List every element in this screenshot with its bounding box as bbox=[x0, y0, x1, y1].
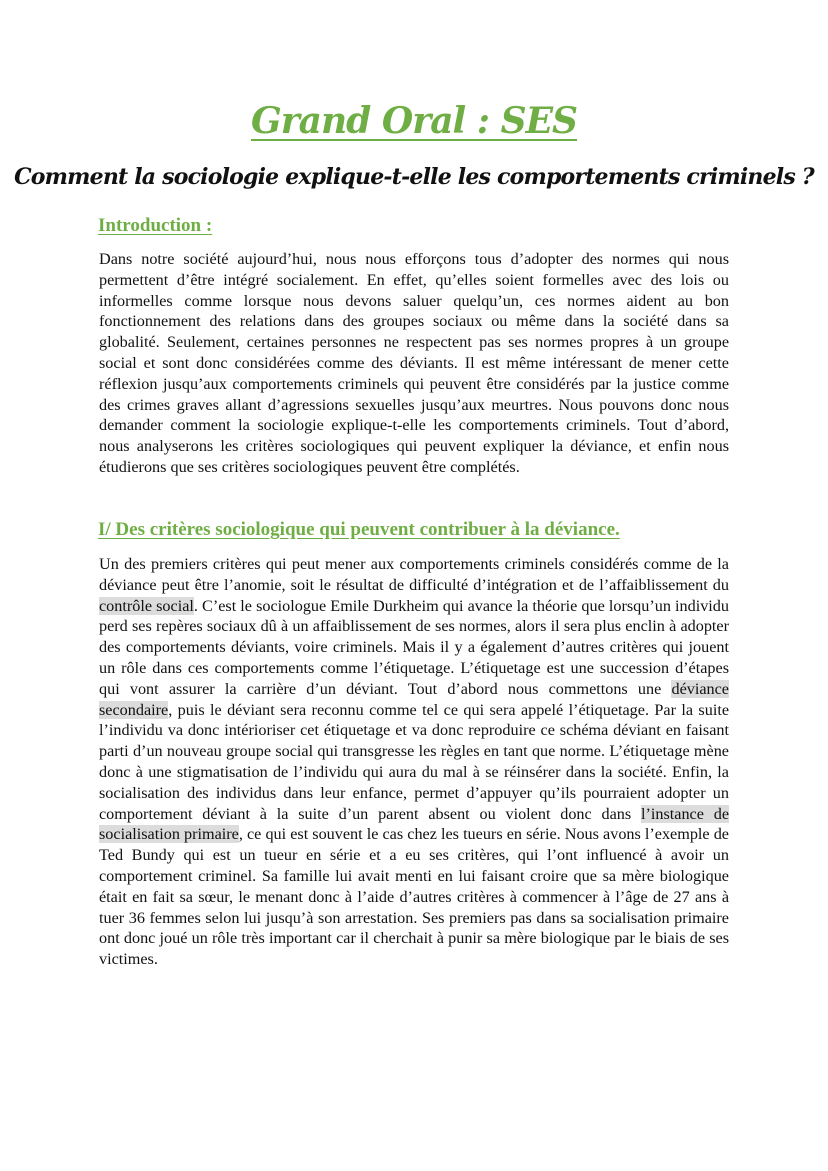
highlight-instance-socialisation: l’instance de socialisation primaire bbox=[99, 804, 730, 844]
part1-heading: I/ Des critères sociologique qui peuvent contribuer à la déviance. bbox=[98, 519, 620, 540]
introduction-paragraph: Dans notre société aujourd’hui, nous nous efforçons tous d’adopter des normes qui nous permettent d’être intégré socialement. En effet, qu’elles soient formelles avec des lois ou informelles comme lorsque nous devons saluer quelqu’un, ces normes aident au bon fonctionnement des relations dans des groupes sociaux ou même dans la société dans sa globalité. Seulement, certaines personnes ne respectent pas ses normes propres à un groupe social et sont donc considérées comme des déviants. Il est même intéressant de mener cette réflexion jusqu’aux comportements criminels qui peuvent être considérés par la justice comme des crimes graves allant d’agressions sexuelles jusqu’aux meurtres. Nous pouvons donc nous demander comment la sociologie explique-t-elle les comportements criminels. Tout d’abord, nous analyserons les critères sociologiques qui peuvent expliquer la déviance, et enfin nous étudierons que ses critères sociologiques peuvent être complétés. bbox=[99, 250, 729, 476]
part1-text-segment: . C’est le sociologue Emile Durkheim qui avance la théorie que lorsqu’un individu perd ses repères sociaux dû à un affaiblissement de ses normes, alors il sera plus enclin à adopter des comportements déviants, voire criminels. Mais il y a également d’autres critères qui jouent un rôle dans ces comportements comme l’étiquetage. L’étiquetage est une succession d’étapes qui vont assurer la carrière d’un déviant. Tout d’abord nous commettons une bbox=[99, 596, 729, 698]
document-subtitle: Comment la sociologie explique-t-elle les comportements criminels ? bbox=[14, 164, 814, 190]
highlight-deviance-secondaire: déviance secondaire bbox=[99, 679, 729, 719]
part1-text-segment: Un des premiers critères qui peut mener aux comportements criminels considérés comme de la déviance peut être l’anomie, soit le résultat de difficulté d’intégration et de l’affaiblissement du bbox=[99, 555, 729, 594]
part1-text-segment: , puis le déviant sera reconnu comme tel ce qui sera appelé l’étiquetage. Par la suite l’individu va donc intérioriser cet étiquetage et va donc reproduire ce schéma déviant en faisant parti d’un nouveau groupe social qui transgresse les règles en tant que norme. L’étiquetage mène donc à une stigmatisation de l’individu qui aura du mal à se réinsérer dans la société. Enfin, la socialisation des individus dans leur enfance, permet d’appuyer qu’ils pourraient adopter un comportement déviant à la suite d’un parent absent ou violent donc dans bbox=[99, 700, 729, 823]
introduction-heading: Introduction : bbox=[98, 215, 213, 236]
part1-text-segment: , ce qui est souvent le cas chez les tueurs en série. Nous avons l’exemple de Ted Bundy qui est un tueur en série et a eu ses critères, qui l’ont influencé à avoir un comportement criminel. Sa famille lui avait menti en lui faisant croire que sa mère biologique était en fait sa sœur, le menant donc à l’aide d’autres critères à commencer à l’âge de 27 ans à tuer 36 femmes selon lui jusqu’à son arrestation. Ses premiers pas dans sa socialisation primaire ont donc joué un rôle très important car il cherchait à punir sa mère biologique par le biais de ses victimes. bbox=[99, 825, 729, 969]
document-title: Grand Oral : SES bbox=[250, 100, 578, 142]
part1-paragraph bbox=[99, 554, 729, 970]
highlight-controle-social: contrôle social bbox=[99, 596, 194, 615]
